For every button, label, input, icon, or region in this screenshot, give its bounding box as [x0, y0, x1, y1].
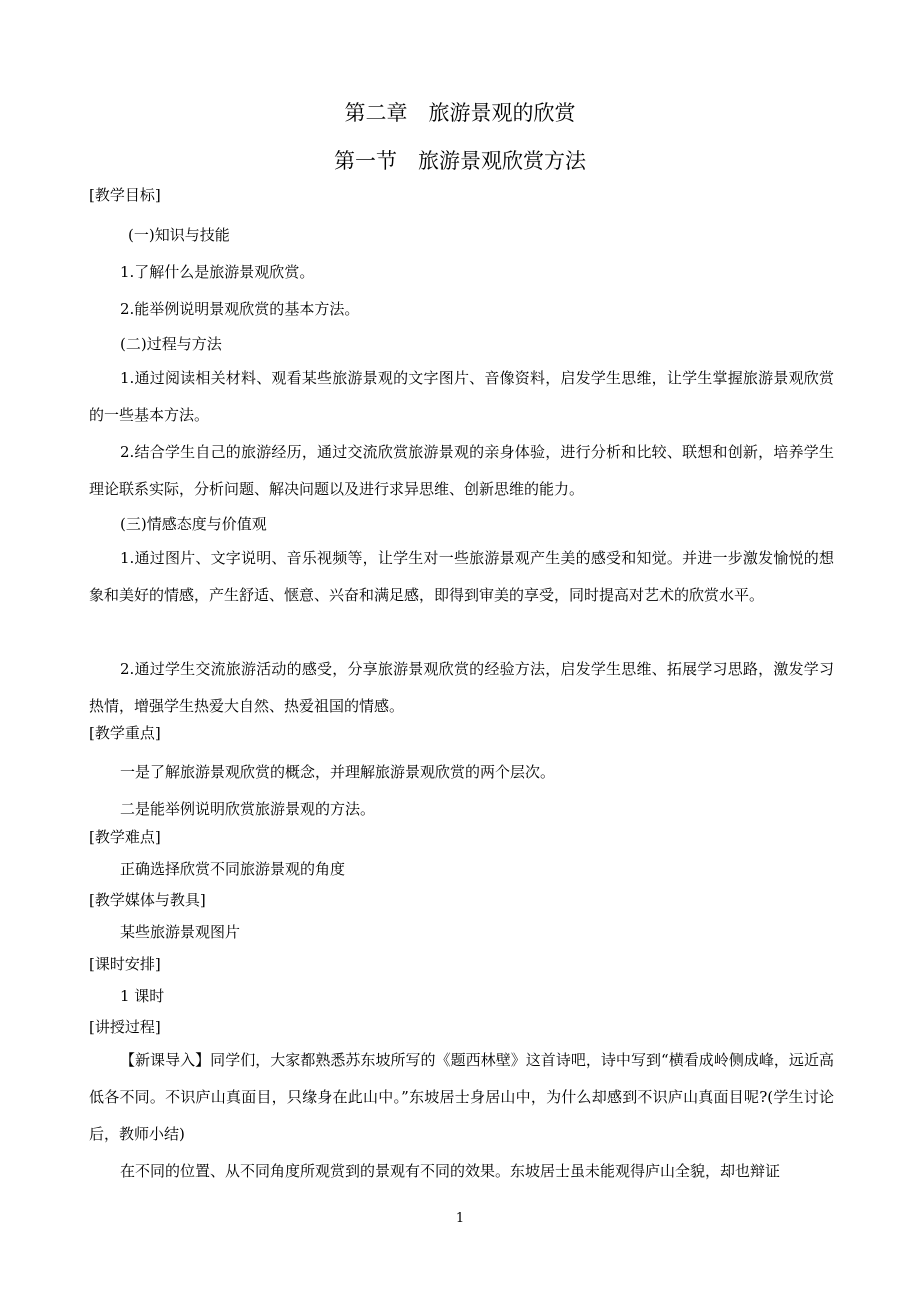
- intro-paragraph: 【新课导入】同学们，大家都熟悉苏东坡所写的《题西林壁》这首诗吧，诗中写到“横看成岭侧成峰，远近高低各不同。不识庐山真面目，只缘身在此山中。”东坡居士身居山中，为什么却感到不识庐山真面目呢?(学生讨论后，教师小结): [89, 1051, 834, 1143]
- key-point-item: 二是能举例说明欣赏旅游景观的方法。: [120, 800, 376, 818]
- emotion-item: 2.通过学生交流旅游活动的感受，分享旅游景观欣赏的经验方法，启发学生思维、拓展学习思路，激发学习热情，增强学生热爱大自然、热爱祖国的情感。: [89, 660, 834, 715]
- process-heading: (二)过程与方法: [120, 335, 222, 353]
- difficulties-heading: [教学难点]: [89, 828, 161, 846]
- process-item: 2.结合学生自己的旅游经历，通过交流欣赏旅游景观的亲身体验，进行分析和比较、联想和创新，培养学生理论联系实际，分析问题、解决问题以及进行求异思维、创新思维的能力。: [89, 443, 834, 498]
- chapter-title: 第二章 旅游景观的欣赏: [344, 101, 576, 125]
- media-text: 某些旅游景观图片: [120, 923, 241, 941]
- emotion-heading: (三)情感态度与价值观: [120, 515, 267, 533]
- difficulties-text: 正确选择欣赏不同旅游景观的角度: [120, 860, 346, 878]
- section-title: 第一节 旅游景观欣赏方法: [334, 149, 586, 173]
- closing-paragraph: 在不同的位置、从不同角度所观赏到的景观有不同的效果。东坡居士虽未能观得庐山全貌，却也辩证: [120, 1162, 781, 1180]
- schedule-heading: [课时安排]: [89, 955, 161, 973]
- schedule-text: 1 课时: [120, 987, 165, 1005]
- process-item: 1.通过阅读相关材料、观看某些旅游景观的文字图片、音像资料，启发学生思维，让学生掌握旅游景观欣赏的一些基本方法。: [89, 369, 834, 424]
- knowledge-heading: (一)知识与技能: [128, 226, 230, 244]
- knowledge-item: 2.能举例说明景观欣赏的基本方法。: [120, 300, 360, 318]
- knowledge-item: 1.了解什么是旅游景观欣赏。: [120, 263, 315, 281]
- key-points-heading: [教学重点]: [89, 724, 161, 742]
- page-number: 1: [455, 1211, 465, 1226]
- process-steps-heading: [讲授过程]: [89, 1018, 161, 1036]
- objectives-heading: [教学目标]: [89, 186, 161, 204]
- emotion-item: 1.通过图片、文字说明、音乐视频等，让学生对一些旅游景观产生美的感受和知觉。并进一步激发愉悦的想象和美好的情感，产生舒适、惬意、兴奋和满足感，即得到审美的享受，同时提高对艺术的欣赏水平。: [89, 549, 834, 604]
- media-heading: [教学媒体与教具]: [89, 891, 206, 909]
- key-point-item: 一是了解旅游景观欣赏的概念，并理解旅游景观欣赏的两个层次。: [120, 763, 556, 781]
